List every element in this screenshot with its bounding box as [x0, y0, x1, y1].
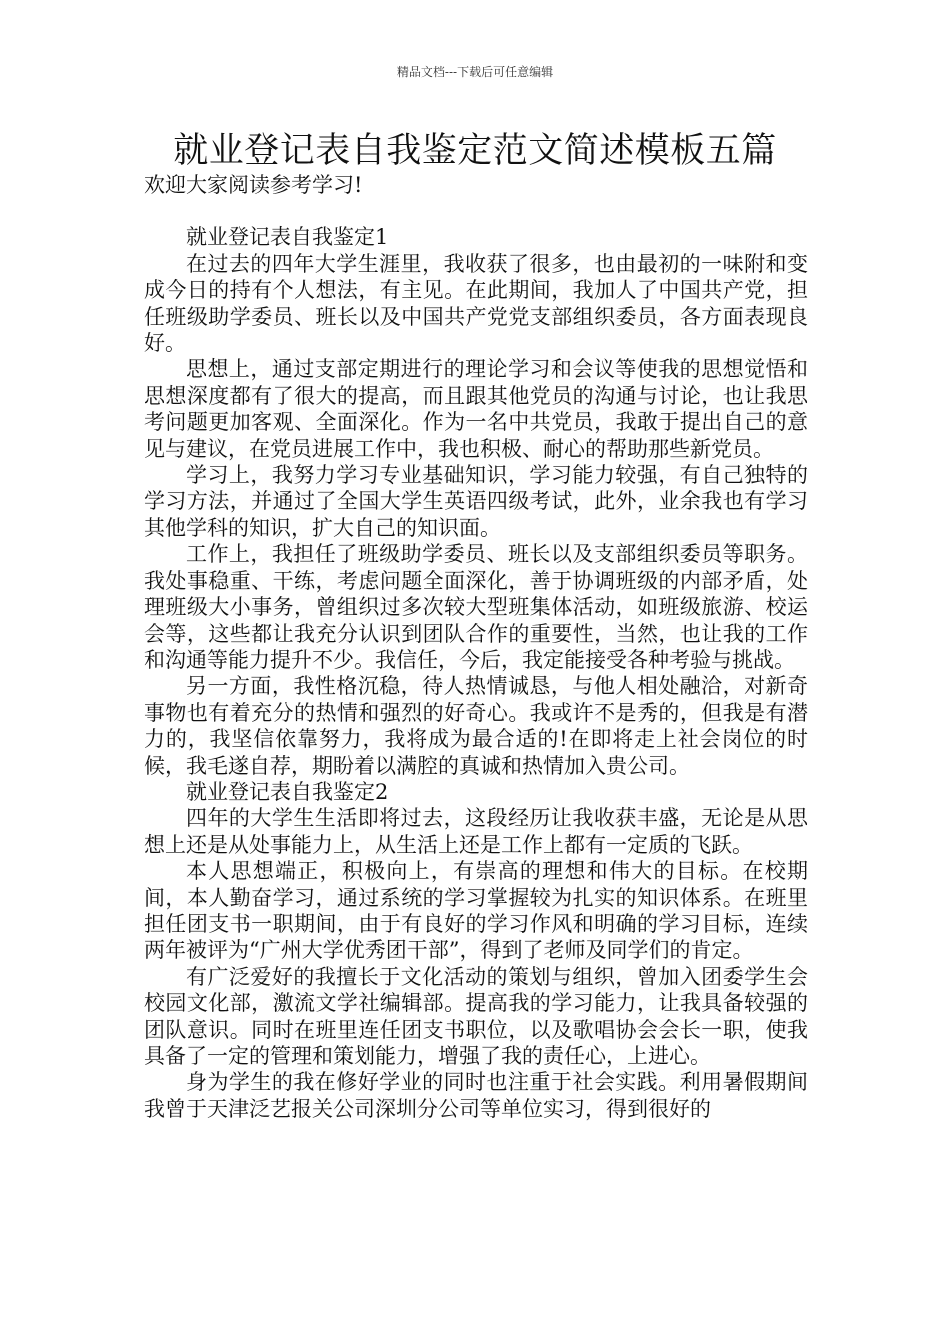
paragraph: 在过去的四年大学生涯里，我收获了很多，也由最初的一味附和变成今日的持有个人想法，有主见。在此期间，我加人了中国共产党，担任班级助学委员、班长以及中国共产党党支部组织委员，各方面表现良好。: [144, 251, 808, 356]
paragraph: 思想上，通过支部定期进行的理论学习和会议等使我的思想觉悟和思想深度都有了很大的提高，而且跟其他党员的沟通与讨论，也让我思考问题更加客观、全面深化。作为一名中共党员，我敢于提出自己的意见与建议，在党员进展工作中，我也积极、耐心的帮助那些新党员。: [144, 357, 808, 461]
paragraph: 有广泛爱好的我擅长于文化活动的策划与组织，曾加入团委学生会校园文化部，激流文学社编辑部。提高我的学习能力，让我具备较强的团队意识。同时在班里连任团支书职位，以及歌唱协会会长一职，使我具备了一定的管理和策划能力，增强了我的责任心，上进心。: [144, 964, 808, 1068]
section-heading-1: 就业登记表自我鉴定1: [186, 225, 389, 250]
welcome-line: 欢迎大家阅读参考学习!: [144, 173, 363, 197]
paragraph: 另一方面，我性格沉稳，待人热情诚恳，与他人相处融洽，对新奇事物也有着充分的热情和强烈的好奇心。我或许不是秀的，但我是有潜力的，我坚信依靠努力，我将成为最合适的!在即将走上社会岗位的时候，我毛遂自荐，期盼着以满腔的真诚和热情加入贵公司。: [144, 674, 808, 778]
paragraph: 身为学生的我在修好学业的同时也注重于社会实践。利用暑假期间我曾于天津泛艺报关公司深圳分公司等单位实习，得到很好的: [144, 1070, 808, 1121]
paragraph: 本人思想端正，积极向上，有崇高的理想和伟大的目标。在校期间，本人勤奋学习，通过系统的学习掌握较为扎实的知识体系。在班里担任团支书一职期间，由于有良好的学习作风和明确的学习目标，连续两年被评为“广州大学优秀团干部”，得到了老师及同学们的肯定。: [144, 859, 808, 963]
header-note: 精品文档---下载后可任意编辑: [396, 65, 554, 79]
paragraph: 学习上，我努力学习专业基础知识，学习能力较强，有自己独特的学习方法，并通过了全国大学生英语四级考试，此外，业余我也有学习其他学科的知识，扩大自己的知识面。: [144, 463, 808, 540]
document-title: 就业登记表自我鉴定范文简述模板五篇: [173, 131, 777, 171]
document-body: [144, 172, 808, 1122]
section-heading-2: 就业登记表自我鉴定2: [186, 779, 389, 804]
paragraph: 四年的大学生生活即将过去，这段经历让我收获丰盛，无论是从思想上还是从处事能力上，从生活上还是工作上都有一定质的飞跃。: [144, 806, 808, 857]
paragraph: 工作上，我担任了班级助学委员、班长以及支部组织委员等职务。我处事稳重、干练，考虑问题全面深化，善于协调班级的内部矛盾，处理班级大小事务，曾组织过多次较大型班集体活动，如班级旅游、校运会等，这些都让我充分认识到团队合作的重要性，当然，也让我的工作和沟通等能力提升不少。我信任，今后，我定能接受各种考验与挑战。: [144, 542, 808, 672]
